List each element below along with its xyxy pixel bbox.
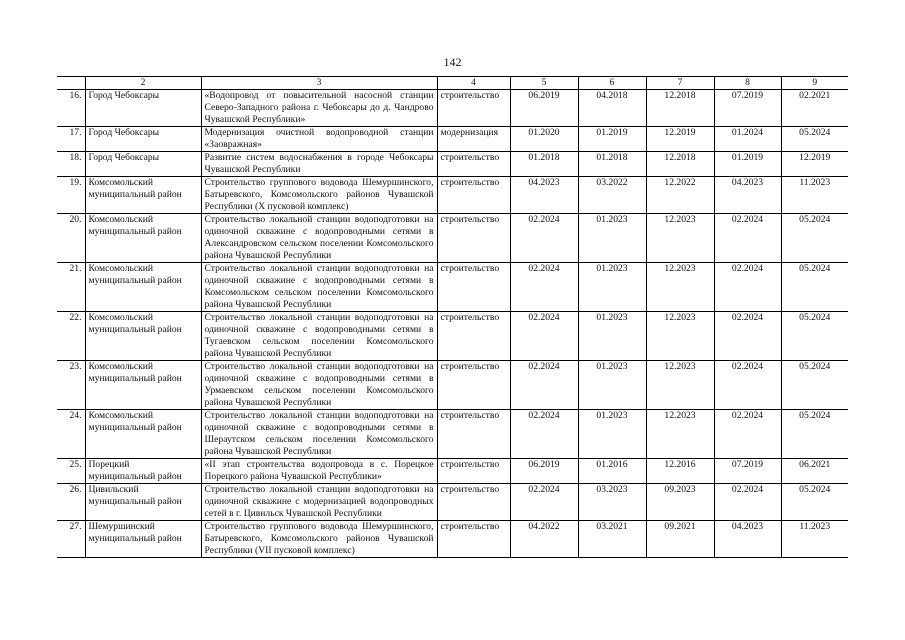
date-cell: 07.2019 bbox=[714, 459, 781, 484]
row-number: 24. bbox=[57, 410, 85, 459]
date-cell: 02.2024 bbox=[510, 312, 578, 361]
date-cell: 01.2023 bbox=[578, 214, 646, 263]
date-cell: 09.2021 bbox=[646, 521, 714, 558]
table-row bbox=[57, 361, 848, 410]
date-cell: 09.2023 bbox=[646, 484, 714, 521]
date-cell: 03.2022 bbox=[578, 177, 646, 214]
header-cell: 8 bbox=[714, 77, 781, 90]
date-cell: 05.2024 bbox=[781, 410, 848, 459]
object-cell: Строительство локальной станции водоподготовки на одиночной скважине с водопроводными сетями в Александровском сельском поселении Комсомольского района Чувашской Республики bbox=[201, 214, 437, 263]
district-cell: Комсомольский муниципальный район bbox=[85, 410, 201, 459]
type-cell: строительство bbox=[437, 152, 510, 177]
row-number: 25. bbox=[57, 459, 85, 484]
date-cell: 05.2024 bbox=[781, 484, 848, 521]
date-cell: 05.2024 bbox=[781, 263, 848, 312]
date-cell: 04.2018 bbox=[578, 90, 646, 127]
date-cell: 03.2021 bbox=[578, 521, 646, 558]
row-number: 19. bbox=[57, 177, 85, 214]
date-cell: 06.2021 bbox=[781, 459, 848, 484]
type-cell: строительство bbox=[437, 312, 510, 361]
date-cell: 02.2024 bbox=[714, 263, 781, 312]
date-cell: 01.2019 bbox=[578, 127, 646, 152]
district-cell: Комсомольский муниципальный район bbox=[85, 263, 201, 312]
date-cell: 01.2020 bbox=[510, 127, 578, 152]
type-cell: строительство bbox=[437, 459, 510, 484]
date-cell: 12.2023 bbox=[646, 312, 714, 361]
object-cell: Строительство локальной станции водоподготовки на одиночной скважине с водопроводными сетями в Тугаевском сельском поселении Комсомольского района Чувашской Республики bbox=[201, 312, 437, 361]
district-cell: Порецкий муниципальный район bbox=[85, 459, 201, 484]
date-cell: 01.2023 bbox=[578, 263, 646, 312]
district-cell: Комсомольский муниципальный район bbox=[85, 361, 201, 410]
type-cell: строительство bbox=[437, 410, 510, 459]
object-cell: «II этап строительства водопровода в с. Порецкое Порецкого района Чувашской Республики» bbox=[201, 459, 437, 484]
date-cell: 02.2024 bbox=[714, 410, 781, 459]
table-row bbox=[57, 90, 848, 127]
date-cell: 02.2024 bbox=[714, 361, 781, 410]
type-cell: строительство bbox=[437, 521, 510, 558]
header-cell: 4 bbox=[437, 77, 510, 90]
row-number: 18. bbox=[57, 152, 85, 177]
date-cell: 05.2024 bbox=[781, 312, 848, 361]
date-cell: 02.2024 bbox=[510, 214, 578, 263]
date-cell: 01.2023 bbox=[578, 361, 646, 410]
table-row bbox=[57, 484, 848, 521]
date-cell: 01.2018 bbox=[510, 152, 578, 177]
type-cell: строительство bbox=[437, 484, 510, 521]
table-row bbox=[57, 521, 848, 558]
date-cell: 12.2023 bbox=[646, 263, 714, 312]
date-cell: 12.2019 bbox=[646, 127, 714, 152]
table-row bbox=[57, 459, 848, 484]
date-cell: 02.2024 bbox=[510, 484, 578, 521]
district-cell: Город Чебоксары bbox=[85, 127, 201, 152]
type-cell: строительство bbox=[437, 177, 510, 214]
table-row bbox=[57, 214, 848, 263]
district-cell: Комсомольский муниципальный район bbox=[85, 177, 201, 214]
object-cell: Строительство локальной станции водоподготовки на одиночной скважине с водопроводными сетями в Урмаевском сельском поселении Комсомольского района Чувашской Республики bbox=[201, 361, 437, 410]
date-cell: 03.2023 bbox=[578, 484, 646, 521]
object-cell: Строительство группового водовода Шемуршинского, Батыревского, Комсомольского районов Чувашской Республики (VII пусковой комплекс) bbox=[201, 521, 437, 558]
date-cell: 01.2023 bbox=[578, 410, 646, 459]
row-number: 21. bbox=[57, 263, 85, 312]
row-number: 16. bbox=[57, 90, 85, 127]
header-cell: 2 bbox=[85, 77, 201, 90]
header-cell: 6 bbox=[578, 77, 646, 90]
date-cell: 12.2023 bbox=[646, 410, 714, 459]
date-cell: 01.2019 bbox=[714, 152, 781, 177]
header-cell: 5 bbox=[510, 77, 578, 90]
type-cell: строительство bbox=[437, 214, 510, 263]
date-cell: 01.2018 bbox=[578, 152, 646, 177]
date-cell: 12.2018 bbox=[646, 90, 714, 127]
date-cell: 06.2019 bbox=[510, 459, 578, 484]
row-number: 26. bbox=[57, 484, 85, 521]
date-cell: 11.2023 bbox=[781, 177, 848, 214]
date-cell: 02.2021 bbox=[781, 90, 848, 127]
date-cell: 02.2024 bbox=[510, 361, 578, 410]
date-cell: 01.2023 bbox=[578, 312, 646, 361]
date-cell: 05.2024 bbox=[781, 361, 848, 410]
table-row bbox=[57, 410, 848, 459]
row-number: 23. bbox=[57, 361, 85, 410]
date-cell: 02.2024 bbox=[714, 312, 781, 361]
object-cell: Развитие систем водоснабжения в городе Чебоксары Чувашской Республики bbox=[201, 152, 437, 177]
date-cell: 02.2024 bbox=[714, 484, 781, 521]
header-cell bbox=[57, 77, 85, 90]
date-cell: 12.2022 bbox=[646, 177, 714, 214]
type-cell: строительство bbox=[437, 90, 510, 127]
table-row bbox=[57, 152, 848, 177]
date-cell: 02.2024 bbox=[510, 263, 578, 312]
table-row bbox=[57, 127, 848, 152]
date-cell: 05.2024 bbox=[781, 127, 848, 152]
date-cell: 06.2019 bbox=[510, 90, 578, 127]
district-cell: Шемуршинский муниципальный район bbox=[85, 521, 201, 558]
date-cell: 07.2019 bbox=[714, 90, 781, 127]
date-cell: 01.2024 bbox=[714, 127, 781, 152]
header-cell: 9 bbox=[781, 77, 848, 90]
header-row bbox=[57, 77, 848, 90]
object-cell: Строительство локальной станции водоподготовки на одиночной скважине с водопроводными сетями в Шераутском сельском поселении Комсомольского района Чувашской Республики bbox=[201, 410, 437, 459]
type-cell: строительство bbox=[437, 263, 510, 312]
row-number: 27. bbox=[57, 521, 85, 558]
table-row bbox=[57, 312, 848, 361]
date-cell: 04.2023 bbox=[714, 177, 781, 214]
district-cell: Цивильский муниципальный район bbox=[85, 484, 201, 521]
district-cell: Комсомольский муниципальный район bbox=[85, 214, 201, 263]
date-cell: 01.2016 bbox=[578, 459, 646, 484]
table-row bbox=[57, 263, 848, 312]
date-cell: 02.2024 bbox=[510, 410, 578, 459]
date-cell: 04.2022 bbox=[510, 521, 578, 558]
date-cell: 04.2023 bbox=[510, 177, 578, 214]
type-cell: строительство bbox=[437, 361, 510, 410]
date-cell: 12.2023 bbox=[646, 214, 714, 263]
district-cell: Город Чебоксары bbox=[85, 152, 201, 177]
object-cell: «Водопровод от повысительной насосной станции Северо-Западного района г. Чебоксары до д. Чандрово Чувашской Республики» bbox=[201, 90, 437, 127]
district-cell: Город Чебоксары bbox=[85, 90, 201, 127]
row-number: 22. bbox=[57, 312, 85, 361]
date-cell: 12.2018 bbox=[646, 152, 714, 177]
table-row bbox=[57, 177, 848, 214]
row-number: 20. bbox=[57, 214, 85, 263]
date-cell: 02.2024 bbox=[714, 214, 781, 263]
row-number: 17. bbox=[57, 127, 85, 152]
object-cell: Строительство локальной станции водоподготовки на одиночной скважине с водопроводными сетями в Комсомольском сельском поселении Комсомольского района Чувашской Республики bbox=[201, 263, 437, 312]
object-cell: Строительство локальной станции водоподготовки на одиночной скважине с модернизацией водопроводных сетей в г. Цивильск Чувашской Республики bbox=[201, 484, 437, 521]
page-number: 142 bbox=[443, 55, 462, 69]
object-cell: Строительство группового водовода Шемуршинского, Батыревского, Комсомольского районов Чувашской Республики (X пусковой комплекс) bbox=[201, 177, 437, 214]
date-cell: 11.2023 bbox=[781, 521, 848, 558]
header-cell: 7 bbox=[646, 77, 714, 90]
date-cell: 12.2019 bbox=[781, 152, 848, 177]
investment-objects-table bbox=[57, 76, 848, 558]
type-cell: модернизация bbox=[437, 127, 510, 152]
date-cell: 12.2016 bbox=[646, 459, 714, 484]
object-cell: Модернизация очистной водопроводной станции «Заовражная» bbox=[201, 127, 437, 152]
header-cell: 3 bbox=[201, 77, 437, 90]
district-cell: Комсомольский муниципальный район bbox=[85, 312, 201, 361]
date-cell: 12.2023 bbox=[646, 361, 714, 410]
date-cell: 05.2024 bbox=[781, 214, 848, 263]
date-cell: 04.2023 bbox=[714, 521, 781, 558]
